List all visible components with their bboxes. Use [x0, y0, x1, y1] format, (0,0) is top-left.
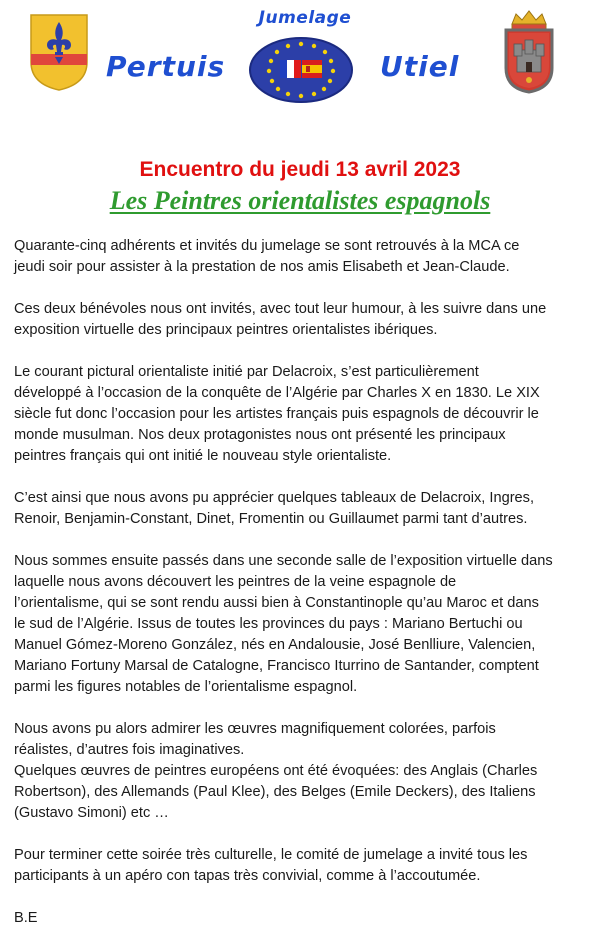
text-line: le sud de l’Algérie. Issus de toutes les provinces du pays : Mariano Bertuchi ou: [14, 616, 523, 632]
castle-crest-icon: [500, 8, 558, 94]
town-name-right: Utiel: [380, 50, 460, 83]
text-line: Renoir, Benjamin-Constant, Dinet, Fromentin ou Guillaumet parmi tant d’autres.: [14, 511, 528, 527]
text-line: développé à l’occasion de la conquête de l’Algérie par Charles X en 1830. Le XIX: [14, 385, 540, 401]
fleur-de-lis-crest-icon: [28, 12, 90, 92]
text-line: monde musulman. Nos deux protagonistes nous ont présenté les principaux: [14, 427, 506, 443]
paragraph-attendance: [14, 236, 594, 278]
article-body: [14, 236, 594, 929]
text-line: participants à un apéro con tapas très convivial, comme à l’accoutumée.: [14, 868, 481, 884]
text-line: Robertson), des Allemands (Paul Klee), des Belges (Emile Deckers), des Italiens: [14, 784, 536, 800]
eu-flag-emblem-icon: [248, 36, 354, 104]
text-line: peintres français qui ont initié le nouveau style orientaliste.: [14, 448, 392, 464]
text-line: laquelle nous avons découvert les peintres de la veine espagnole de: [14, 574, 457, 590]
text-line: Ces deux bénévoles nous ont invités, avec tout leur humour, à les suivre dans une: [14, 301, 547, 317]
text-line: Quelques œuvres de peintres européens ont été évoquées: des Anglais (Charles: [14, 763, 538, 779]
paragraph-history: [14, 362, 594, 467]
paragraph-french-painters: [14, 488, 594, 530]
text-line: parmi les figures notables de l’orientalisme espagnol.: [14, 679, 358, 695]
page-header: [0, 0, 600, 110]
article-title-block: [0, 155, 600, 217]
paragraph-european-works: [14, 719, 594, 824]
signature: [14, 908, 594, 929]
jumelage-label: Jumelage: [258, 8, 352, 28]
text-line: siècle fut donc l’occasion pour les artistes français puis espagnols de découvrir le: [14, 406, 539, 422]
text-line: Le courant pictural orientaliste initié par Delacroix, s’est particulièrement: [14, 364, 479, 380]
text-line: C’est ainsi que nous avons pu apprécier quelques tableaux de Delacroix, Ingres,: [14, 490, 535, 506]
text-line: exposition virtuelle des principaux peintres orientalistes ibériques.: [14, 322, 438, 338]
paragraph-closing: [14, 845, 594, 887]
paragraph-presenters: [14, 299, 594, 341]
text-line: réalistes, d’autres fois imaginatives.: [14, 742, 245, 758]
text-line: Mariano Fortuny Marsal de Catalogne, Francisco Iturrino de Santander, comptent: [14, 658, 539, 674]
text-line: (Gustavo Simoni) etc …: [14, 805, 169, 821]
text-line: jeudi soir pour assister à la prestation de nos amis Elisabeth et Jean-Claude.: [14, 259, 510, 275]
text-line: l’orientalisme, qui se sont rendu aussi bien à Constantinople qu’au Maroc et dans: [14, 595, 539, 611]
article-subtitle: Les Peintres orientalistes espagnols: [109, 186, 491, 215]
text-line: Pour terminer cette soirée très culturelle, le comité de jumelage a invité tous les: [14, 847, 528, 863]
text-line: Nous avons pu alors admirer les œuvres magnifiquement colorées, parfois: [14, 721, 496, 737]
text-line: Manuel Gómez-Moreno González, nés en Andalousie, José Benlliure, Valencien,: [14, 637, 536, 653]
text-line: Quarante-cinq adhérents et invités du jumelage se sont retrouvés à la MCA ce: [14, 238, 520, 254]
town-name-left: Pertuis: [106, 50, 226, 83]
event-title: Encuentro du jeudi 13 avril 2023: [139, 158, 461, 181]
text-line: Nous sommes ensuite passés dans une seconde salle de l’exposition virtuelle dans: [14, 553, 553, 569]
signature-initials: B.E: [14, 910, 38, 926]
paragraph-spanish-painters: [14, 551, 594, 698]
